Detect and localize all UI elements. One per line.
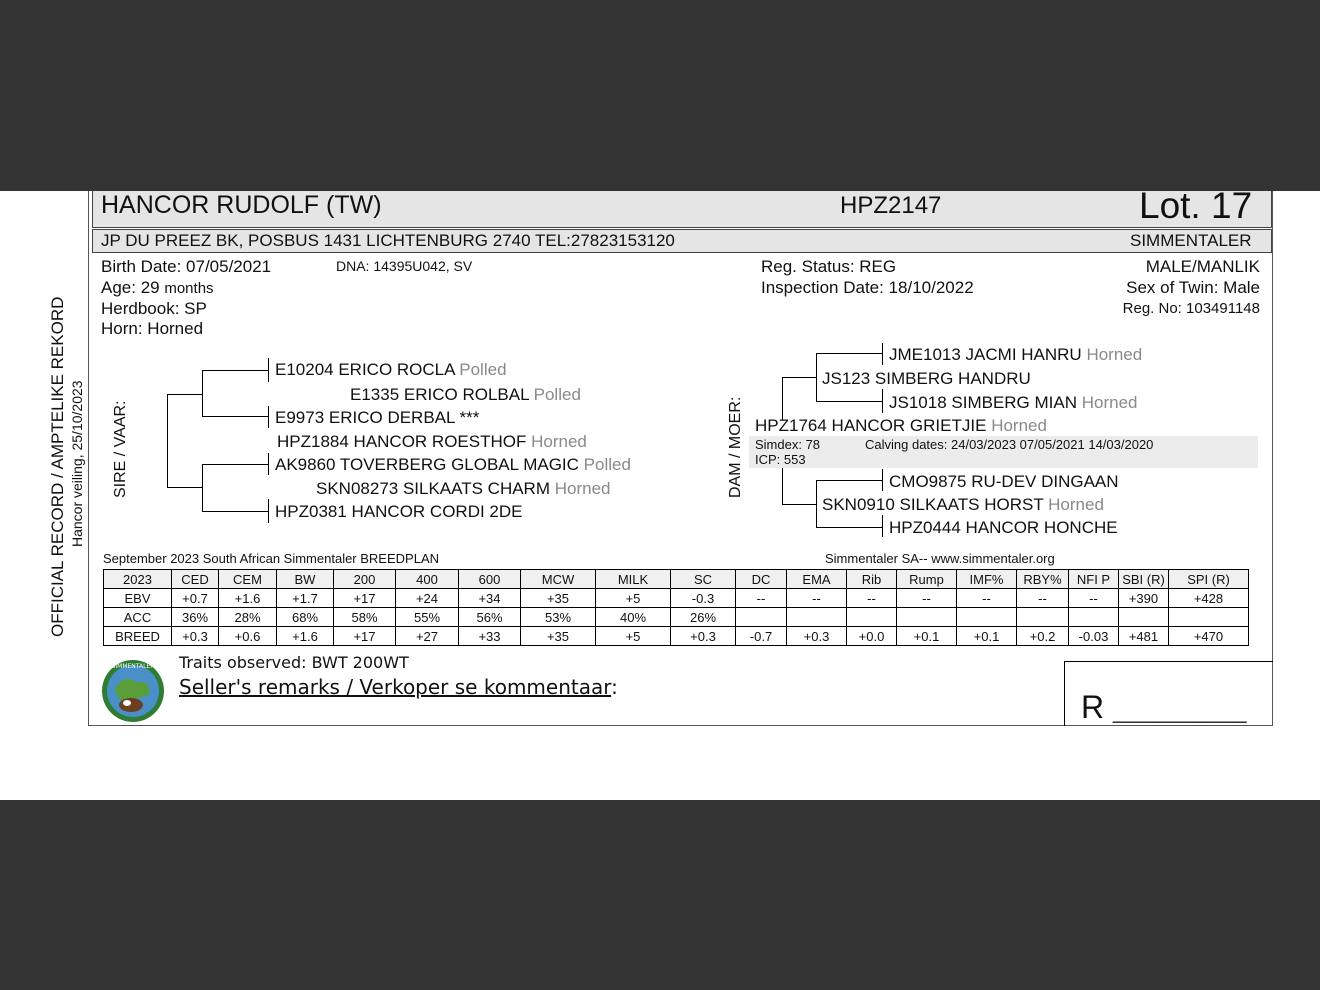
breedplan-cell: +0.3 xyxy=(787,627,847,646)
dam-sire-sire: JME1013 JACMI HANRU Horned xyxy=(889,345,1143,364)
breedplan-header-cell: 600 xyxy=(459,570,521,589)
breedplan-cell xyxy=(1017,608,1069,627)
sex-of-twin: Sex of Twin: Male xyxy=(1126,278,1260,297)
dam-dam-dam: HPZ0444 HANCOR HONCHE xyxy=(889,518,1118,537)
icp: ICP: 553 xyxy=(755,452,806,467)
breedplan-cell: -- xyxy=(897,589,957,608)
dam-sire-dam: JS1018 SIMBERG MIAN Horned xyxy=(889,393,1138,412)
sire-dam-sire: AK9860 TOVERBERG GLOBAL MAGIC Polled xyxy=(275,455,631,474)
owner-address: JP DU PREEZ BK, POSBUS 1431 LICHTENBURG 2740 TEL:27823153120 xyxy=(101,231,675,250)
breedplan-cell: +481 xyxy=(1119,627,1169,646)
logo-lettering: SIMMENTALER xyxy=(111,663,155,670)
sellers-remarks-label: Seller's remarks / Verkoper se kommentaar: xyxy=(179,675,618,699)
dam: HPZ1764 HANCOR GRIETJIE Horned xyxy=(755,416,1047,435)
breedplan-header-cell: SPI (R) xyxy=(1169,570,1249,589)
herdbook: Herdbook: SP xyxy=(101,299,207,318)
breedplan-cell xyxy=(957,608,1017,627)
breedplan-header-cell: SBI (R) xyxy=(1119,570,1169,589)
sire-sire-dam: E9973 ERICO DERBAL *** xyxy=(275,408,480,427)
breedplan-cell: +35 xyxy=(521,589,596,608)
breedplan-cell: +0.1 xyxy=(897,627,957,646)
breedplan-cell: +27 xyxy=(396,627,459,646)
breedplan-cell: 40% xyxy=(596,608,671,627)
breedplan-header-cell: MILK xyxy=(596,570,671,589)
breedplan-cell xyxy=(1069,608,1119,627)
breedplan-table xyxy=(103,569,1249,646)
breedplan-cell xyxy=(847,608,897,627)
breedplan-cell: 56% xyxy=(459,608,521,627)
breedplan-cell: EBV xyxy=(104,589,172,608)
dna-info: DNA: 14395U042, SV xyxy=(336,258,473,274)
breedplan-cell: +0.3 xyxy=(671,627,736,646)
breedplan-cell: 53% xyxy=(521,608,596,627)
breedplan-cell: -0.7 xyxy=(736,627,787,646)
breedplan-header-cell: EMA xyxy=(787,570,847,589)
breedplan-cell: +428 xyxy=(1169,589,1249,608)
breedplan-row xyxy=(104,627,1249,646)
breedplan-cell xyxy=(787,608,847,627)
breedplan-cell: 28% xyxy=(219,608,277,627)
breedplan-header-cell: 2023 xyxy=(104,570,172,589)
breedplan-header-cell: RBY% xyxy=(1017,570,1069,589)
dam-sire: JS123 SIMBERG HANDRU xyxy=(822,369,1031,388)
calving-dates: Calving dates: 24/03/2023 07/05/2021 14/03/2020 xyxy=(865,437,1154,452)
breedplan-cell: +5 xyxy=(596,627,671,646)
breedplan-title: September 2023 South African Simmentaler BREEDPLAN xyxy=(103,551,440,566)
breedplan-cell: +1.6 xyxy=(277,627,334,646)
breedplan-cell: +0.2 xyxy=(1017,627,1069,646)
animal-reg-id: HPZ2147 xyxy=(840,192,942,219)
reg-no: Reg. No: 103491148 xyxy=(1122,300,1260,317)
sire-label: SIRE / VAAR: xyxy=(112,400,129,498)
breedplan-cell: +390 xyxy=(1119,589,1169,608)
breedplan-cell: +17 xyxy=(334,589,396,608)
birth-date: Birth Date: 07/05/2021 xyxy=(101,257,272,276)
breedplan-cell: -0.3 xyxy=(671,589,736,608)
breedplan-cell: +24 xyxy=(396,589,459,608)
breedplan-cell xyxy=(736,608,787,627)
breedplan-cell: -- xyxy=(787,589,847,608)
breedplan-header-cell: NFI P xyxy=(1069,570,1119,589)
breed: SIMMENTALER xyxy=(1130,231,1252,250)
breedplan-cell: 55% xyxy=(396,608,459,627)
sire-sire: E10204 ERICO ROCLA Polled xyxy=(275,360,507,379)
breedplan-cell: +35 xyxy=(521,627,596,646)
breedplan-cell: +0.3 xyxy=(172,627,219,646)
official-record-label: OFFICIAL RECORD / AMPTELIKE REKORD xyxy=(48,296,67,637)
breedplan-cell: +0.1 xyxy=(957,627,1017,646)
breedplan-cell: -- xyxy=(957,589,1017,608)
animal-name: HANCOR RUDOLF (TW) xyxy=(101,191,382,219)
breedplan-header-cell: BW xyxy=(277,570,334,589)
breedplan-cell xyxy=(1119,608,1169,627)
breedplan-header-cell: MCW xyxy=(521,570,596,589)
breedplan-cell: 36% xyxy=(172,608,219,627)
dam-dam: SKN0910 SILKAATS HORST Horned xyxy=(822,495,1104,514)
breedplan-cell: +5 xyxy=(596,589,671,608)
breedplan-cell: 26% xyxy=(671,608,736,627)
breedplan-cell: +0.0 xyxy=(847,627,897,646)
simmentaler-logo xyxy=(101,659,165,723)
breedplan-row xyxy=(104,589,1249,608)
breedplan-cell: +1.7 xyxy=(277,589,334,608)
lot-number: Lot. 17 xyxy=(1139,185,1253,226)
sire: HPZ1884 HANCOR ROESTHOF Horned xyxy=(277,432,587,451)
breedplan-cell: +0.7 xyxy=(172,589,219,608)
breedplan-header-cell: Rump xyxy=(897,570,957,589)
sire-dam: SKN08273 SILKAATS CHARM Horned xyxy=(316,479,611,498)
price-field[interactable]: R __________ xyxy=(1081,689,1247,725)
breedplan-cell: 58% xyxy=(334,608,396,627)
breedplan-header-cell: CEM xyxy=(219,570,277,589)
breedplan-cell: -- xyxy=(736,589,787,608)
simdex: Simdex: 78 xyxy=(755,437,821,452)
breedplan-cell: +1.6 xyxy=(219,589,277,608)
breedplan-cell: -- xyxy=(1017,589,1069,608)
breedplan-cell: +470 xyxy=(1169,627,1249,646)
traits-observed: Traits observed: BWT 200WT xyxy=(179,653,409,672)
breedplan-header-cell: DC xyxy=(736,570,787,589)
breedplan-cell: +0.6 xyxy=(219,627,277,646)
breedplan-cell xyxy=(897,608,957,627)
breedplan-header-cell: SC xyxy=(671,570,736,589)
breedplan-cell: +17 xyxy=(334,627,396,646)
breedplan-header-cell: 400 xyxy=(396,570,459,589)
breedplan-row xyxy=(104,608,1249,627)
breedplan-cell: BREED xyxy=(104,627,172,646)
sale-label: Hancor veiling, 25/10/2023 xyxy=(69,380,85,547)
breedplan-header-cell: CED xyxy=(172,570,219,589)
breedplan-cell: -0.03 xyxy=(1069,627,1119,646)
breedplan-cell: +34 xyxy=(459,589,521,608)
reg-status: Reg. Status: REG xyxy=(761,257,897,276)
breedplan-header-cell: Rib xyxy=(847,570,897,589)
lot-card xyxy=(0,185,1320,800)
breedplan-header-cell: IMF% xyxy=(957,570,1017,589)
sire-sire-group: E1335 ERICO ROLBAL Polled xyxy=(350,385,581,404)
breedplan-cell: -- xyxy=(847,589,897,608)
sire-dam-dam: HPZ0381 HANCOR CORDI 2DE xyxy=(275,502,523,521)
breedplan-row xyxy=(104,570,1249,589)
breedplan-cell: -- xyxy=(1069,589,1119,608)
dam-dam-sire: CMO9875 RU-DEV DINGAAN xyxy=(889,472,1119,491)
breedplan-cell xyxy=(1169,608,1249,627)
breedplan-cell: ACC xyxy=(104,608,172,627)
horn-status: Horn: Horned xyxy=(101,319,204,338)
age: Age: 29 months xyxy=(101,278,214,297)
breedplan-source: Simmentaler SA-- www.simmentaler.org xyxy=(825,551,1055,566)
inspection-date: Inspection Date: 18/10/2022 xyxy=(761,278,974,297)
sex: MALE/MANLIK xyxy=(1145,257,1260,276)
breedplan-cell: 68% xyxy=(277,608,334,627)
dam-label: DAM / MOER: xyxy=(727,396,744,498)
breedplan-cell: +33 xyxy=(459,627,521,646)
breedplan-header-cell: 200 xyxy=(334,570,396,589)
